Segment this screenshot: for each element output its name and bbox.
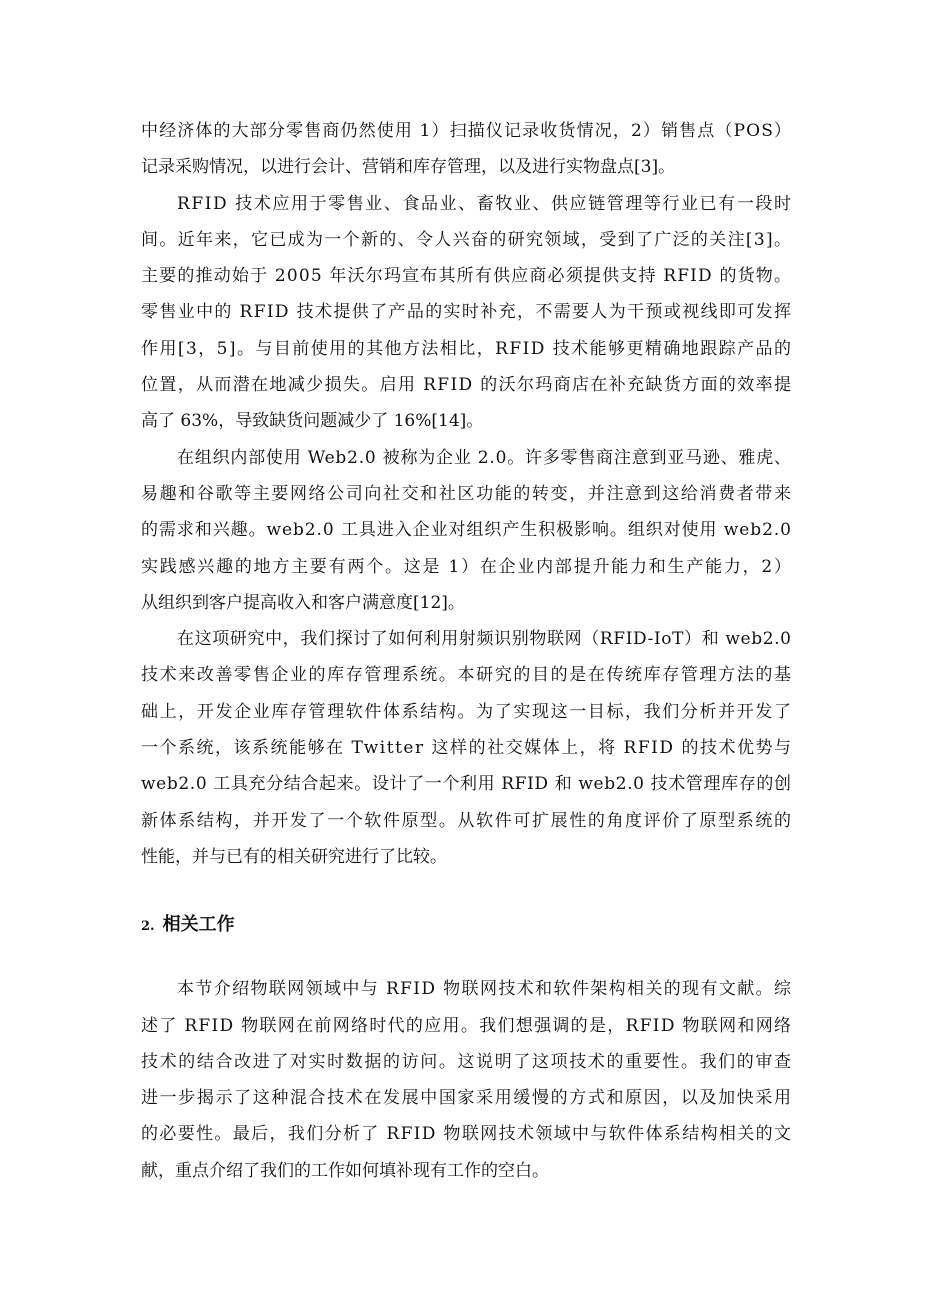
text-line: 性能，并与已有的相关研究进行了比较。 [141, 846, 447, 867]
text-line: RFID 技术应用于零售业、食品业、畜牧业、供应链管理等行业已有一段时 [177, 193, 793, 214]
text-line: 间。近年来，它已成为一个新的、令人兴奋的研究领域，受到了广泛的关注[3]。 [141, 229, 793, 250]
text-line: 础上，开发企业库存管理软件体系结构。为了实现这一目标，我们分析并开发了 [141, 701, 793, 722]
text-line: web2.0 工具充分结合起来。设计了一个利用 RFID 和 web2.0 技术管理库存的创 [141, 774, 792, 795]
paragraph [141, 186, 791, 440]
text-line: 零售业中的 RFID 技术提供了产品的实时补充，不需要人为干预或视线即可发挥 [141, 302, 793, 323]
text-line: 本节介绍物联网领域中与 RFID 物联网技术和软件架构相关的现有文献。综 [177, 979, 793, 1000]
text-line: 高了 63%，导致缺货问题减少了 16%[14]。 [141, 411, 484, 432]
section-heading [141, 907, 791, 943]
paragraph [141, 113, 791, 186]
text-line: 的需求和兴趣。web2.0 工具进入企业对组织产生积极影响。组织对使用 web2.0 [141, 520, 792, 541]
text-line: 的必要性。最后，我们分析了 RFID 物联网技术领域中与软件体系结构相关的文 [141, 1124, 793, 1145]
document-body [141, 113, 791, 1189]
paragraph [141, 621, 791, 875]
text-line: 易趣和谷歌等主要网络公司向社交和社区功能的转变，并注意到这给消费者带来 [141, 483, 793, 504]
text-line: 新体系结构，并开发了一个软件原型。从软件可扩展性的角度评价了原型系统的 [141, 810, 793, 831]
text-line: 技术的结合改进了对实时数据的访问。这说明了这项技术的重要性。我们的审查 [141, 1051, 793, 1072]
text-line: 进一步揭示了这种混合技术在发展中国家采用缓慢的方式和原因，以及加快采用 [141, 1088, 793, 1109]
text-line: 述了 RFID 物联网在前网络时代的应用。我们想强调的是，RFID 物联网和网络 [141, 1015, 793, 1036]
text-line: 献，重点介绍了我们的工作如何填补现有工作的空白。 [141, 1160, 549, 1181]
paragraph [141, 971, 791, 1189]
text-line: 在组织内部使用 Web2.0 被称为企业 2.0。许多零售商注意到亚马逊、雅虎、 [177, 447, 792, 468]
section-title: 相关工作 [162, 914, 235, 936]
text-line: 位置，从而潜在地减少损失。启用 RFID 的沃尔玛商店在补充缺货方面的效率提 [141, 375, 793, 396]
text-line: 从组织到客户提高收入和客户满意度[12]。 [141, 592, 465, 613]
text-line: 在这项研究中，我们探讨了如何利用射频识别物联网（RFID-IoT）和 web2.0 [177, 629, 792, 650]
text-line: 实践感兴趣的地方主要有两个。这是 1）在企业内部提升能力和生产能力，2） [141, 556, 793, 577]
section-number: 2. [141, 919, 155, 935]
text-line: 主要的推动始于 2005 年沃尔玛宣布其所有供应商必须提供支持 RFID 的货物。 [141, 266, 793, 287]
text-line: 中经济体的大部分零售商仍然使用 1）扫描仪记录收货情况，2）销售点（POS） [141, 121, 793, 141]
text-line: 一个系统，该系统能够在 Twitter 这样的社交媒体上，将 RFID 的技术优势与 [141, 738, 793, 759]
text-line: 作用[3，5]。与目前使用的其他方法相比，RFID 技术能够更精确地跟踪产品的 [141, 338, 793, 359]
text-line: 记录采购情况，以进行会计、营销和库存管理，以及进行实物盘点[3]。 [141, 157, 676, 178]
text-line: 技术来改善零售企业的库存管理系统。本研究的目的是在传统库存管理方法的基 [141, 665, 793, 686]
paragraph [141, 440, 791, 621]
